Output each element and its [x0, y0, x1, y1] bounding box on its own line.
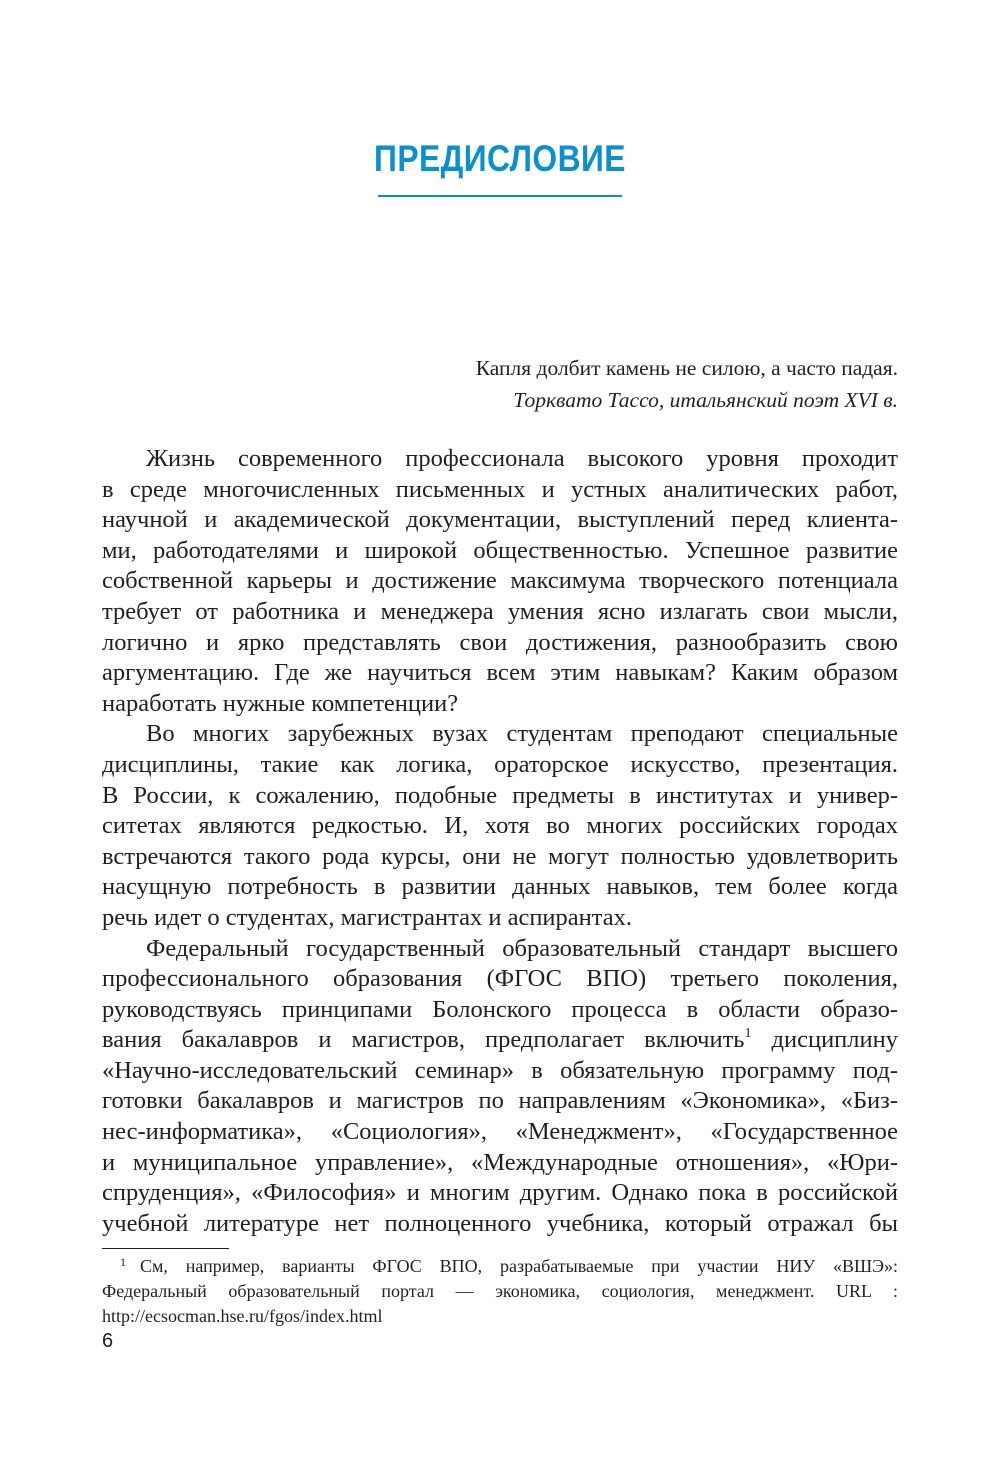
text-line: В России, к сожалению, подобные предметы в институтах и универ- — [102, 781, 898, 809]
chapter-title: ПРЕДИСЛОВИЕ — [374, 138, 626, 179]
text-line: готовки бакалавров и магистров по направлениям «Экономика», «Биз- — [102, 1087, 898, 1115]
text-line: Жизнь современного профессионала высокого уровня проходит — [146, 445, 898, 472]
text-line: спруденция», «Философия» и многим другим. Однако пока в российской — [102, 1179, 898, 1207]
title-underline — [378, 195, 622, 197]
text-line: аргументацию. Где же научиться всем этим навыкам? Каким образом — [102, 659, 898, 687]
text-line: требует от работника и менеджера умения ясно излагать свои мысли, — [102, 597, 898, 625]
footnote — [102, 1254, 898, 1329]
text-line: руководствуясь принципами Болонского процесса в области образо- — [102, 995, 898, 1023]
text-line: профессионального образования (ФГОС ВПО) третьего поколения, — [102, 965, 898, 993]
footnote-reference[interactable]: 1 — [744, 1026, 752, 1042]
text-line: учебной литературе нет полноценного учебника, который отражал бы — [102, 1209, 898, 1237]
epigraph-quote: Капля долбит камень не силою, а часто падая. — [475, 356, 898, 380]
text-line: собственной карьеры и достижение максимума творческого потенциала — [102, 567, 898, 595]
footnote-text: См, например, варианты ФГОС ВПО, разрабатываемые при участии НИУ «ВШЭ»: — [140, 1256, 898, 1276]
text-line: ми, работодателями и широкой общественностью. Успешное развитие — [102, 536, 898, 564]
text-line: речь идет о студентах, магистрантах и аспирантах. — [102, 903, 633, 931]
text-line: дисциплины, такие как логика, ораторское искусство, презентация. — [102, 750, 898, 778]
text-line: Во многих зарубежных вузах студентам преподают специальные — [146, 720, 898, 748]
text-line: встречаются такого рода курсы, они не могут полностью удовлетворить — [102, 842, 898, 870]
text-line: «Научно-исследовательский семинар» в обязательную программу под- — [102, 1056, 898, 1084]
body-text — [102, 444, 898, 1239]
text-line: нес-информатика», «Социология», «Менеджмент», «Государственное — [102, 1118, 898, 1146]
epigraph-attribution: Торквато Тассо, итальянский поэт XVI в. — [513, 388, 898, 412]
epigraph — [476, 352, 898, 416]
page-number: 6 — [102, 1330, 114, 1352]
text-line: ситетах являются редкостью. И, хотя во многих российских городах — [102, 812, 898, 840]
footnote-separator — [102, 1248, 229, 1249]
text-line-start: вания бакалавров и магистров, предполагает включить — [102, 1026, 745, 1054]
text-line — [102, 1025, 898, 1056]
text-line: логично и ярко представлять свои достижения, разнообразить свою — [102, 628, 898, 656]
footnote-line — [102, 1254, 898, 1279]
footnote-line: Федеральный образовательный портал — экономика, социология, менеджмент. URL : — [102, 1281, 898, 1301]
text-line: и муниципальное управление», «Международные отношения», «Юри- — [102, 1148, 898, 1176]
footnote-number: 1 — [120, 1255, 126, 1269]
footnote-url[interactable]: http://ecsocman.hse.ru/fgos/index.html — [102, 1306, 383, 1326]
text-line: насущную потребность в развитии данных навыков, тем более когда — [102, 873, 898, 901]
text-line-end: дисциплину — [751, 1026, 898, 1054]
text-line: в среде многочисленных письменных и устных аналитических работ, — [102, 475, 898, 503]
text-line: научной и академической документации, выступлений перед клиента- — [102, 506, 898, 534]
text-line: наработать нужные компетенции? — [102, 689, 459, 717]
text-line: Федеральный государственный образовательный стандарт высшего — [146, 934, 898, 962]
